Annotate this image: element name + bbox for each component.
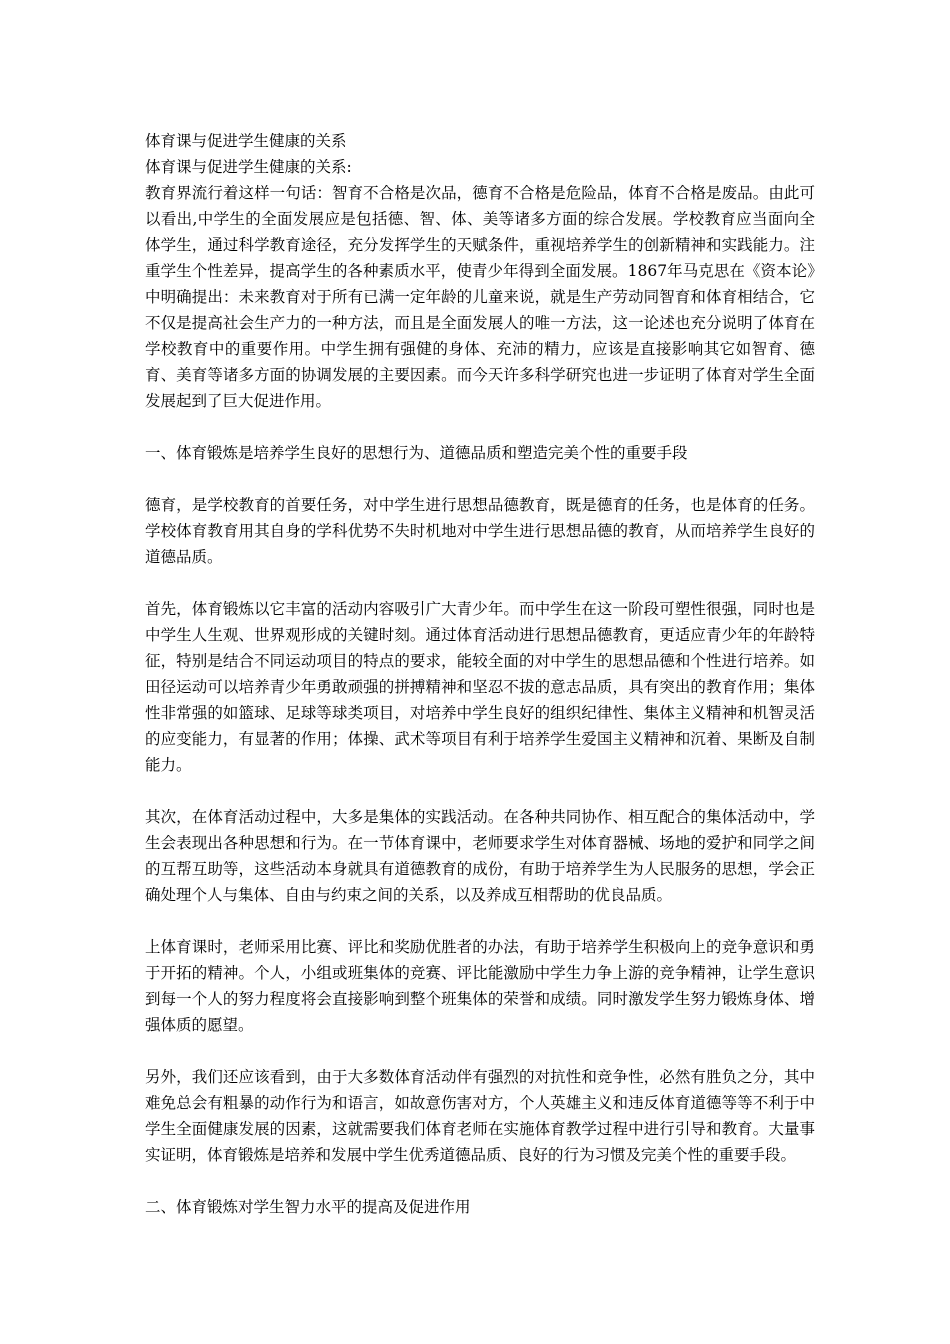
paragraph-2: 首先，体育锻炼以它丰富的活动内容吸引广大青少年。而中学生在这一阶段可塑性很强，同时也是中学生人生观、世界观形成的关键时刻。通过体育活动进行思想品德教育，更适应青少年的年龄特征，特别是结合不同运动项目的特点的要求，能较全面的对中学生的思想品德和个性进行培养。如田径运动可以培养青少年勇敢顽强的拼搏精神和坚忍不拔的意志品质，具有突出的教育作用；集体性非常强的如篮球、足球等球类项目，对培养中学生良好的组织纪律性、集体主义精神和机智灵活的应变能力，有显著的作用；体操、武术等项目有利于培养学生爱国主义精神和沉着、果断及自制能力。 [145, 600, 815, 774]
paragraph-3: 其次，在体育活动过程中，大多是集体的实践活动。在各种共同协作、相互配合的集体活动中，学生会表现出各种思想和行为。在一节体育课中，老师要求学生对体育器械、场地的爱护和同学之间的互帮互助等，这些活动本身就具有道德教育的成份，有助于培养学生为人民服务的思想，学会正确处理个人与集体、自由与约束之间的关系，以及养成互相帮助的优良品质。 [145, 808, 815, 904]
section-1-heading: 一、体育锻炼是培养学生良好的思想行为、道德品质和塑造完美个性的重要手段 [145, 444, 688, 462]
section-2-heading: 二、体育锻炼对学生智力水平的提高及促进作用 [145, 1198, 471, 1216]
paragraph-4: 上体育课时，老师采用比赛、评比和奖励优胜者的办法，有助于培养学生积极向上的竞争意识和勇于开拓的精神。个人，小组或班集体的竞赛、评比能激励中学生力争上游的竞争精神，让学生意识到每一个人的努力程度将会直接影响到整个班集体的荣誉和成绩。同时激发学生努力锻炼身体、增强体质的愿望。 [145, 938, 815, 1034]
document-subtitle: 体育课与促进学生健康的关系: [145, 158, 352, 176]
document-title: 体育课与促进学生健康的关系 [145, 132, 347, 150]
intro-paragraph: 教育界流行着这样一句话：智育不合格是次品，德育不合格是危险品，体育不合格是废品。由此可以看出,中学生的全面发展应是包括德、智、体、美等诸多方面的综合发展。学校教育应当面向全体学生，通过科学教育途径，充分发挥学生的天赋条件，重视培养学生的创新精神和实践能力。注重学生个性差异，提高学生的各种素质水平，使青少年得到全面发展。1867年马克思在《资本论》中明确提出：未来教育对于所有已满一定年龄的儿童来说，就是生产劳动同智育和体育相结合，它不仅是提高社会生产力的一种方法，而且是全面发展人的唯一方法，这一论述也充分说明了体育在学校教育中的重要作用。中学生拥有强健的身体、充沛的精力，应该是直接影响其它如智育、德育、美育等诸多方面的协调发展的主要因素。而今天许多科学研究也进一步证明了体育对学生全面发展起到了巨大促进作用。 [145, 184, 815, 410]
paragraph-5: 另外，我们还应该看到，由于大多数体育活动伴有强烈的对抗性和竞争性，必然有胜负之分，其中难免总会有粗暴的动作行为和语言，如故意伤害对方，个人英雄主义和违反体育道德等等不利于中学生全面健康发展的因素，这就需要我们体育老师在实施体育教学过程中进行引导和教育。大量事实证明，体育锻炼是培养和发展中学生优秀道德品质、良好的行为习惯及完美个性的重要手段。 [145, 1068, 815, 1164]
document-body [145, 128, 815, 1246]
paragraph-1: 德育，是学校教育的首要任务，对中学生进行思想品德教育，既是德育的任务，也是体育的任务。学校体育教育用其自身的学科优势不失时机地对中学生进行思想品德的教育，从而培养学生良好的道德品质。 [145, 496, 815, 566]
